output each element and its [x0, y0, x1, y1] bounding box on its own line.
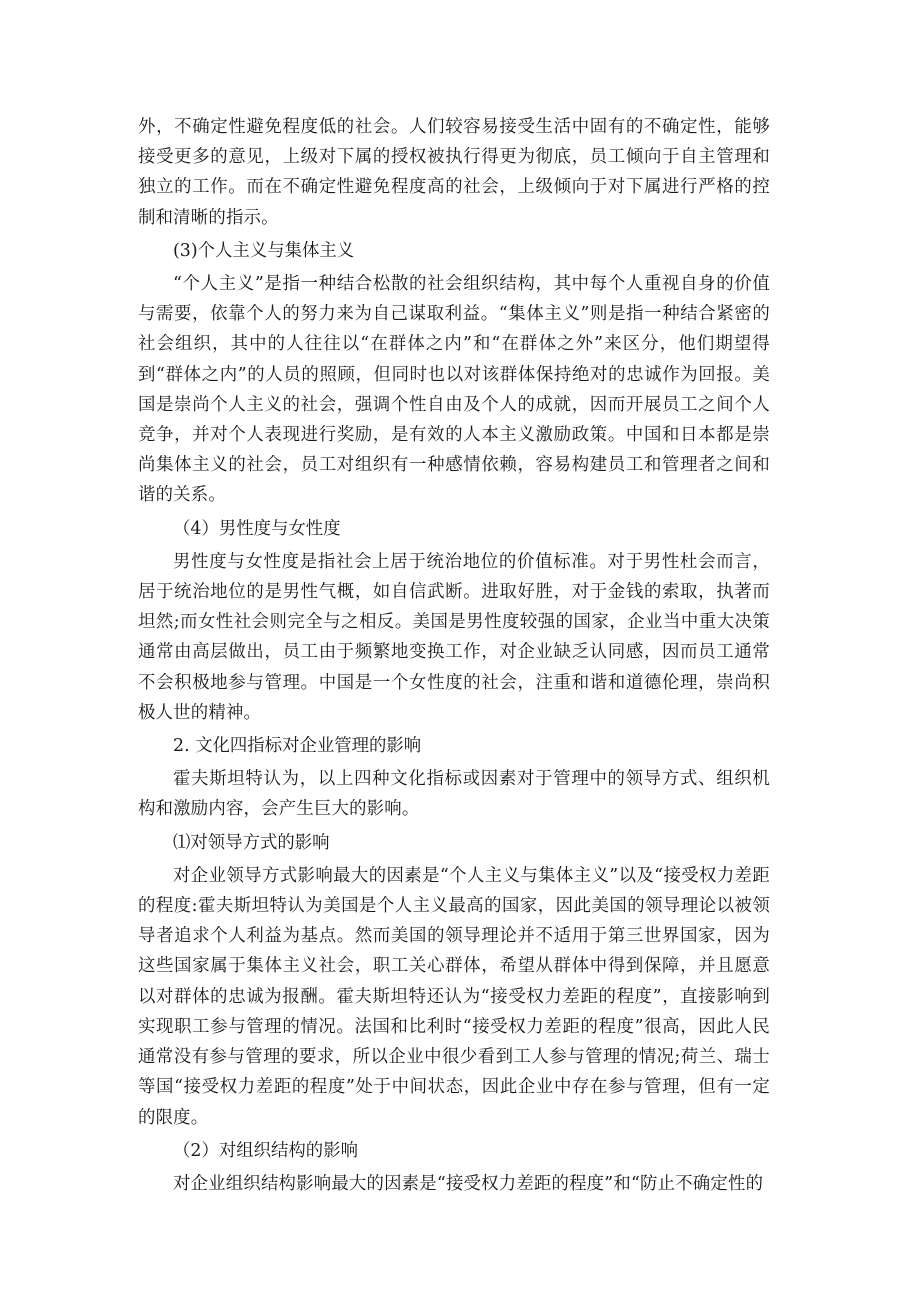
heading-organization-impact: （2）对组织结构的影响 — [173, 1140, 358, 1161]
heading-leadership-impact: ⑴对领导方式的影响 — [173, 832, 330, 853]
paragraph-masculinity: 男性度与女性度是指社会上居于统治地位的价值标准。对于男性杜会而言，居于统治地位的是男性气概，如自信武断。进取好胜，对于金钱的索取，执著而坦然;而女性社会则完全与之相反。美国是男性度较强的国家，企业当中重大决策通常由高层做出，员工由于频繁地变换工作，对企业缺乏认同感，因而员工通常不会积极地参与管理。中国是一个女性度的社会，注重和谐和道德伦理，崇尚积极人世的精神。 — [138, 551, 770, 723]
heading-four-indicators-impact: 2. 文化四指标对企业管理的影响 — [173, 736, 422, 757]
paragraph-hofstede-view: 霍夫斯坦特认为，以上四种文化指标或因素对于管理中的领导方式、组织机构和激励内容，会产生巨大的影响。 — [138, 769, 770, 820]
paragraph-leadership: 对企业领导方式影响最大的因素是“个人主义与集体主义”以及“接受权力差距的程度:霍夫斯坦特认为美国是个人主义最高的国家，因此美国的领导理论以被领导者追求个人利益为基点。然而美国的领导理论并不适用于第三世界国家，因为这些国家属于集体主义社会，职工关心群体，希望从群体中得到保障，并且愿意以对群体的忠诚为报酬。霍夫斯坦特还认为“接受权力差距的程度”，直接影响到实现职工参与管理的情况。法国和比利时“接受权力差距的程度”很高，因此人民通常没有参与管理的要求，所以企业中很少看到工人参与管理的情况;荷兰、瑞士等国“接受权力差距的程度”处于中间状态，因此企业中存在参与管理，但有一定的限度。 — [138, 865, 770, 1128]
paragraph-uncertainty-continued: 外，不确定性避免程度低的社会。人们较容易接受生活中固有的不确定性，能够接受更多的意见，上级对下属的授权被执行得更为彻底，员工倾向于自主管理和独立的工作。而在不确定性避免程度高的社会，上级倾向于对下属进行严格的控制和清晰的指示。 — [138, 117, 770, 228]
heading-individualism-collectivism: (3)个人主义与集体主义 — [173, 240, 355, 261]
document-page — [138, 112, 770, 1199]
paragraph-organization: 对企业组织结构影响最大的因素是“接受权力差距的程度”和“防止不确定性的 — [173, 1173, 764, 1194]
heading-masculinity-femininity: （4）男性度与女性度 — [173, 518, 341, 539]
paragraph-individualism: “个人主义”是指一种结合松散的社会组织结构，其中每个人重视自身的价值与需要，依靠个人的努力来为自己谋取利益。“集体主义”则是指一种结合紧密的社会组织，其中的人往往以“在群体之内”和“在群体之外”来区分，他们期望得到“群体之内”的人员的照顾，但同时也以对该群体保持绝对的忠诚作为回报。美国是崇尚个人主义的社会，强调个性自由及个人的成就，因而开展员工之间个人竞争，并对个人表现进行奖励，是有效的人本主义激励政策。中国和日本都是崇尚集体主义的社会，员工对组织有一种感情依赖，容易构建员工和管理者之间和谐的关系。 — [138, 274, 770, 506]
